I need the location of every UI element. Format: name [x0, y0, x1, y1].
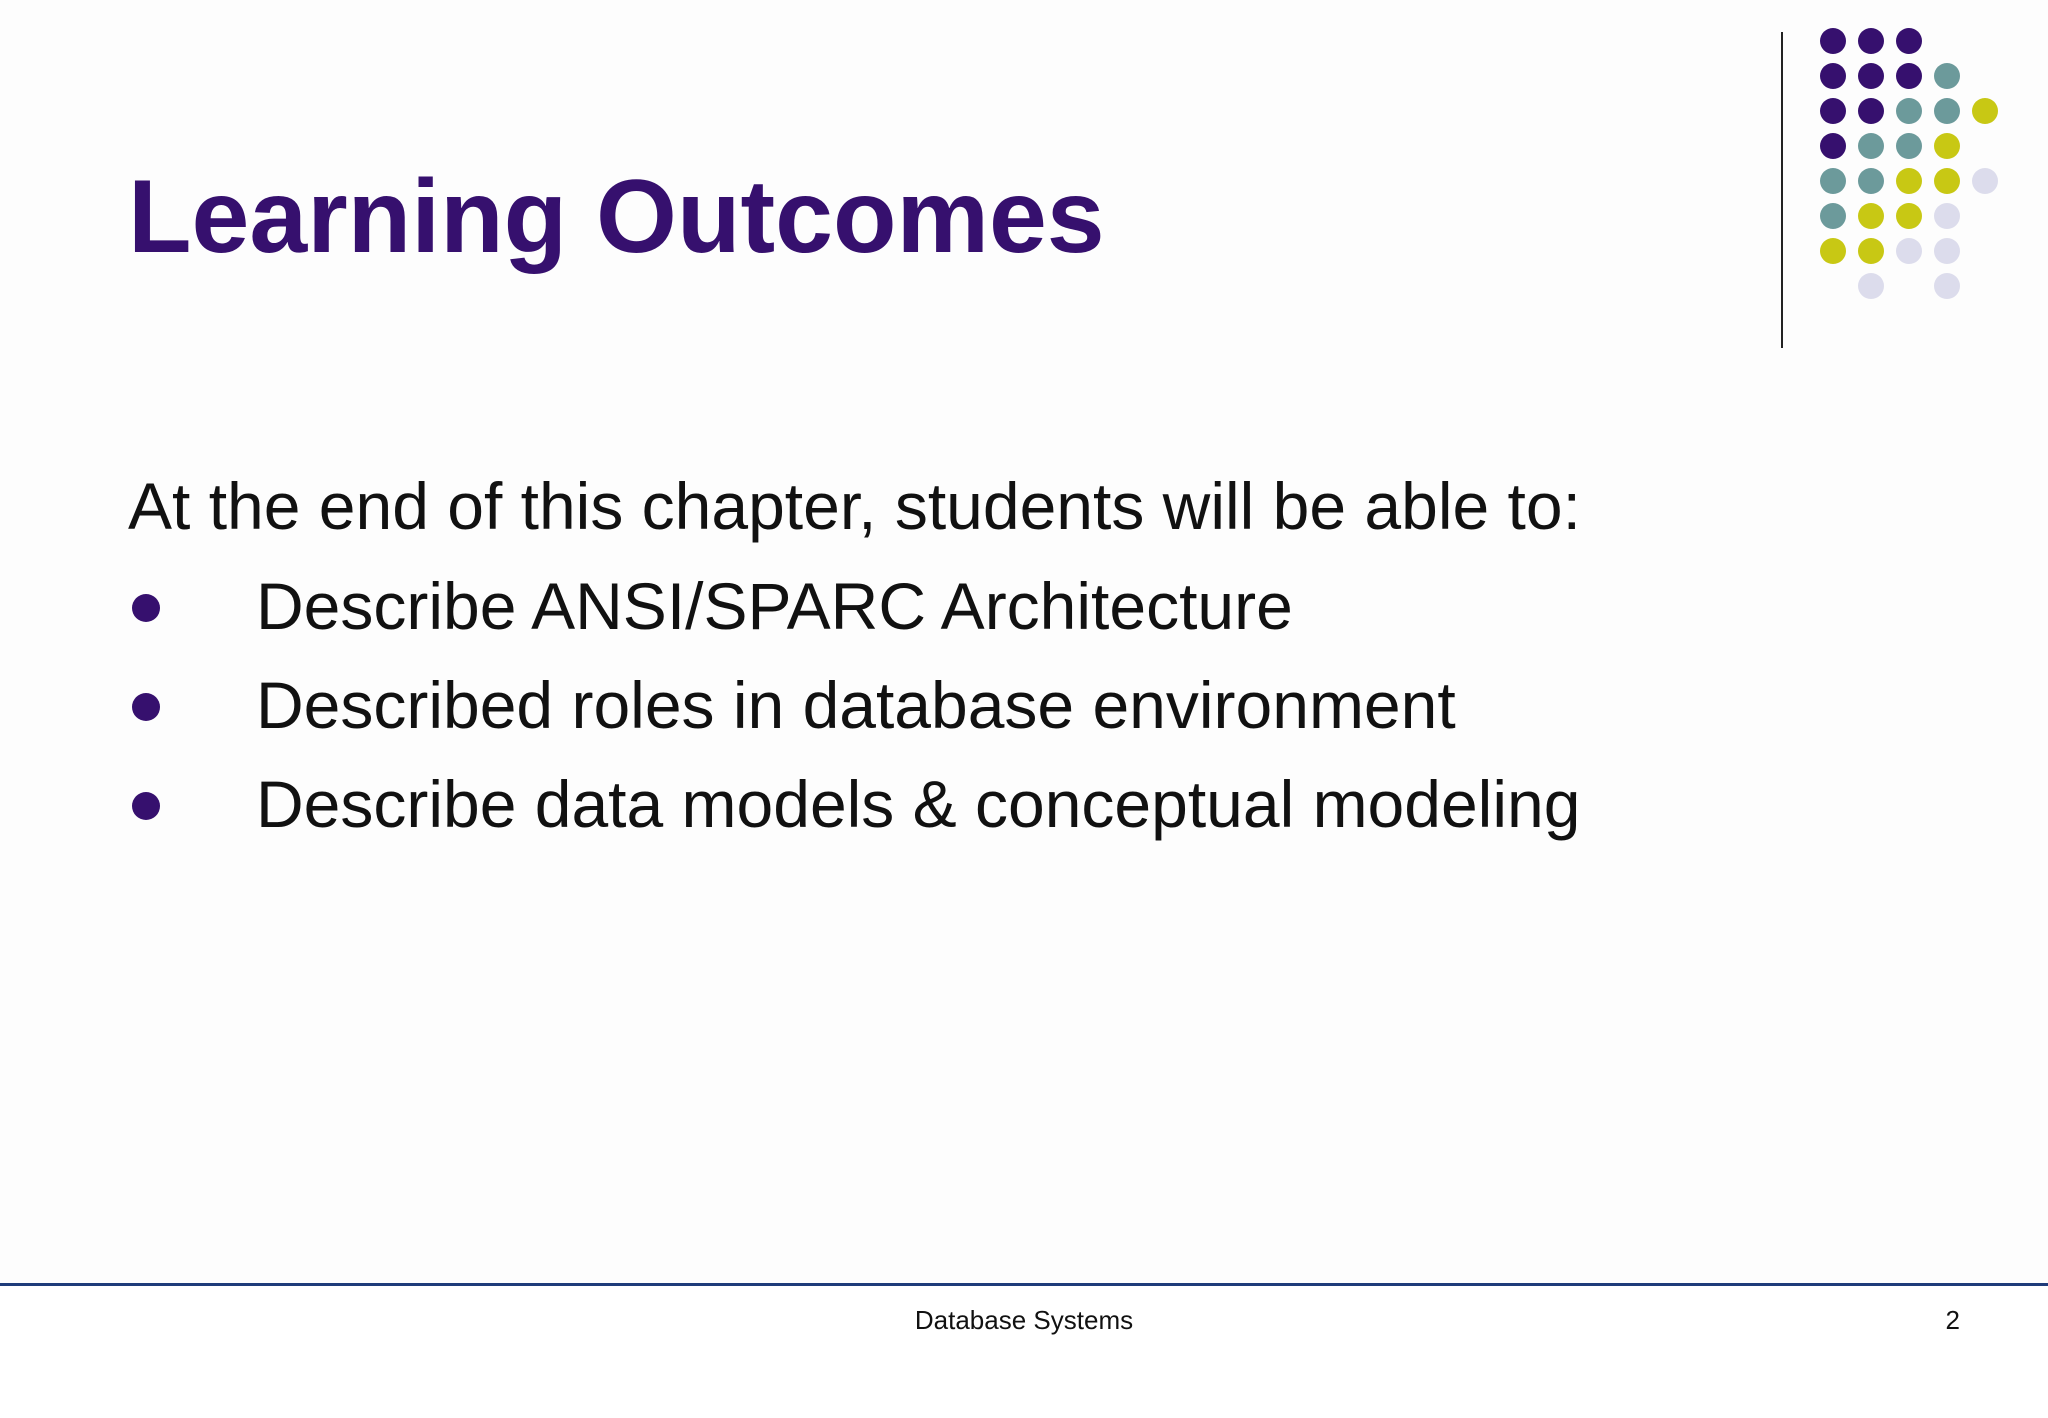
decor-dot	[1820, 238, 1846, 264]
decor-dot	[1896, 238, 1922, 264]
decor-dot	[1934, 98, 1960, 124]
decor-dot	[1896, 28, 1922, 54]
decor-dot	[1858, 273, 1884, 299]
decor-dot	[1820, 168, 1846, 194]
bullet-dot-icon	[132, 792, 160, 820]
decor-dot	[1820, 133, 1846, 159]
decor-dot	[1858, 63, 1884, 89]
bullet-text: Describe ANSI/SPARC Architecture	[256, 569, 1293, 643]
title-divider	[1781, 32, 1783, 348]
decor-dot	[1858, 238, 1884, 264]
decor-dot	[1858, 133, 1884, 159]
decor-dot	[1858, 168, 1884, 194]
decor-dot	[1896, 168, 1922, 194]
decor-dot	[1896, 98, 1922, 124]
decor-dot	[1896, 133, 1922, 159]
page-number: 2	[1945, 1305, 1960, 1335]
decor-dot	[1820, 63, 1846, 89]
decor-dot	[1820, 98, 1846, 124]
decor-dot	[1896, 63, 1922, 89]
decor-dot	[1972, 168, 1998, 194]
decor-dot	[1896, 203, 1922, 229]
bullet-dot-icon	[132, 594, 160, 622]
decor-dot	[1934, 238, 1960, 264]
decor-dot	[1934, 273, 1960, 299]
decor-dot	[1820, 203, 1846, 229]
intro-text: At the end of this chapter, students will be able to:	[128, 469, 1581, 543]
decor-dot	[1820, 28, 1846, 54]
decor-dot	[1858, 28, 1884, 54]
decor-dot	[1858, 98, 1884, 124]
decorative-dot-grid	[1820, 28, 2020, 308]
bullet-text: Describe data models & conceptual modeling	[256, 767, 1581, 841]
decor-dot	[1934, 168, 1960, 194]
decor-dot	[1858, 203, 1884, 229]
bullet-text: Described roles in database environment	[256, 668, 1456, 742]
decor-dot	[1934, 63, 1960, 89]
bullet-dot-icon	[132, 693, 160, 721]
decor-dot	[1934, 203, 1960, 229]
footer-title: Database Systems	[914, 1305, 1134, 1335]
slide-title: Learning Outcomes	[128, 159, 1105, 275]
decor-dot	[1934, 133, 1960, 159]
decor-dot	[1972, 98, 1998, 124]
